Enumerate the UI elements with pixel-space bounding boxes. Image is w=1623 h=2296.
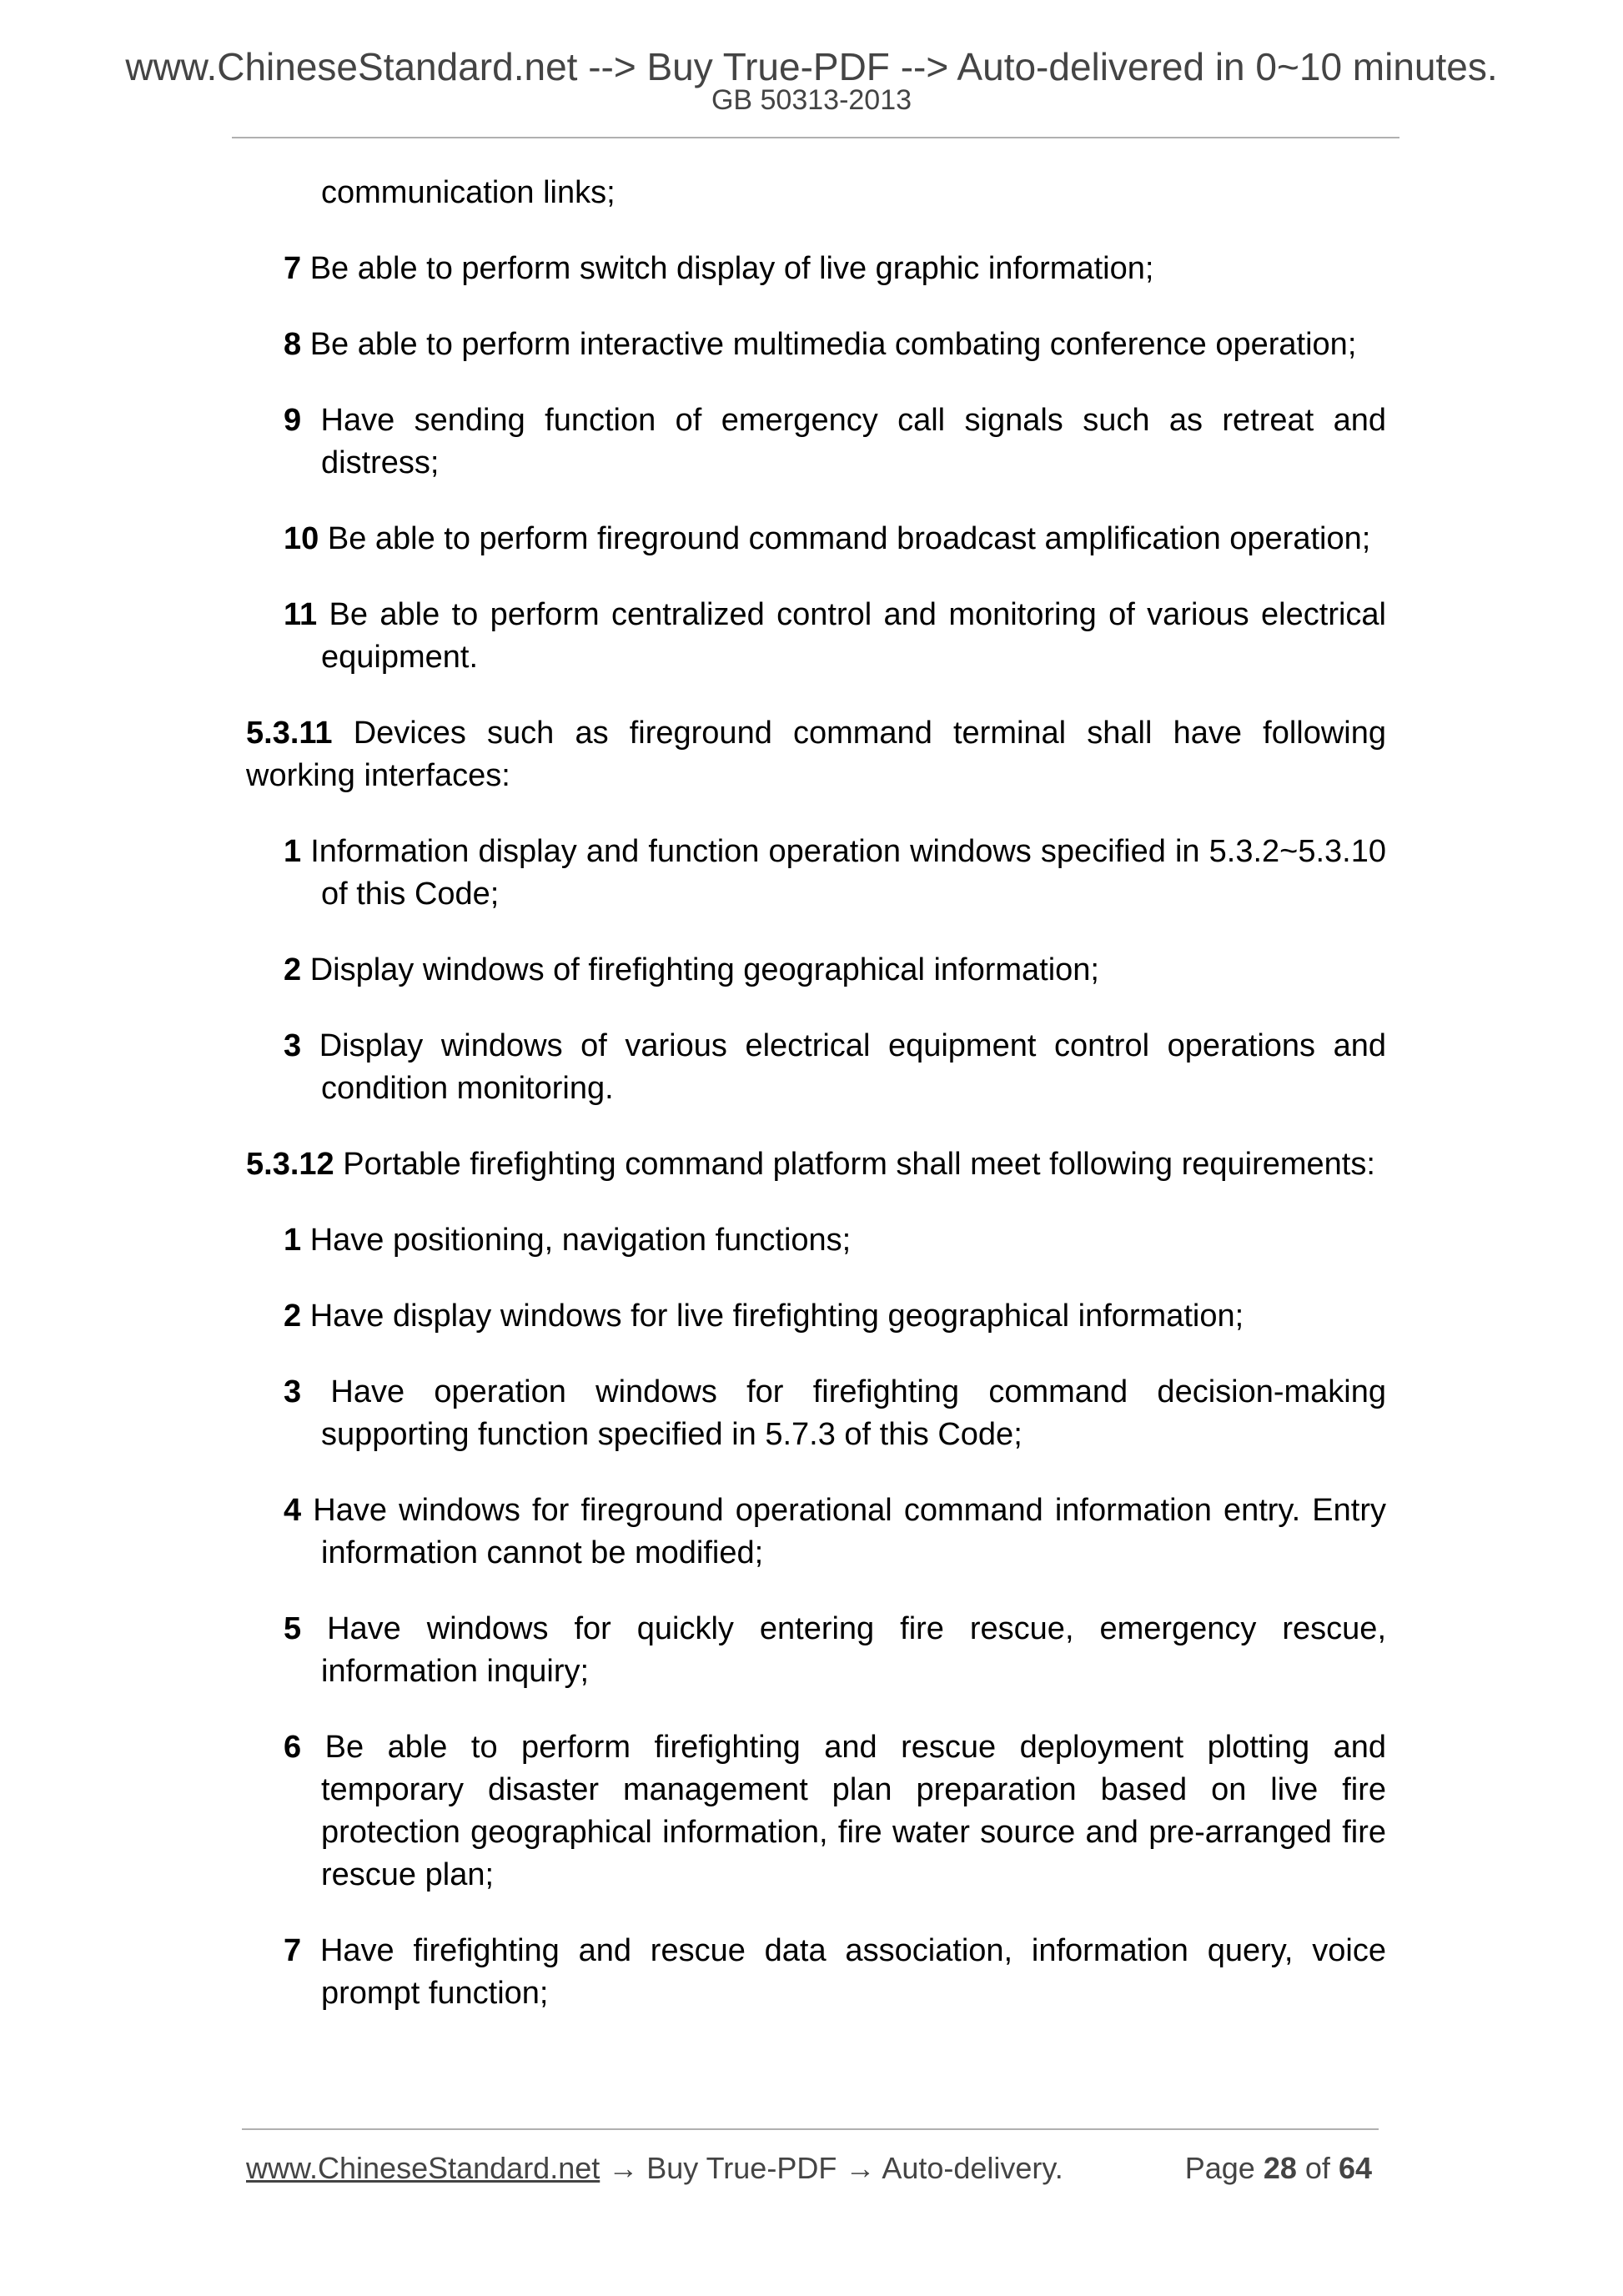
paragraph-text: Be able to perform firefighting and rescue deployment plotting and temporary disaster management plan preparation based on live fire protection geographical information, fire water source and pre-arranged fire rescue plan; bbox=[321, 1730, 1386, 1892]
paragraph-text: Have windows for quickly entering fire rescue, emergency rescue, information inquiry; bbox=[321, 1611, 1387, 1689]
item-number: 7 bbox=[284, 1933, 302, 1968]
item-number: 8 bbox=[284, 327, 302, 362]
list-item bbox=[246, 1726, 1386, 1897]
clause-paragraph bbox=[246, 712, 1386, 797]
item-number: 5 bbox=[284, 1611, 302, 1646]
header-divider bbox=[232, 137, 1399, 138]
item-number: 3 bbox=[284, 1028, 302, 1063]
item-number: 9 bbox=[284, 403, 302, 438]
item-number: 4 bbox=[284, 1493, 302, 1528]
list-item bbox=[246, 399, 1386, 485]
paragraph-text: Have sending function of emergency call signals such as retreat and distress; bbox=[320, 403, 1387, 480]
paragraph-text: Portable firefighting command platform shall meet following requirements: bbox=[343, 1147, 1375, 1182]
item-number: 3 bbox=[284, 1374, 302, 1409]
standard-code: GB 50313-2013 bbox=[711, 84, 912, 116]
footer-divider bbox=[242, 2128, 1379, 2130]
clause-paragraph bbox=[246, 1143, 1386, 1186]
paragraph-text: Display windows of various electrical equipment control operations and condition monitoring. bbox=[319, 1028, 1386, 1106]
list-item bbox=[246, 248, 1386, 290]
list-item bbox=[246, 1295, 1386, 1338]
paragraph-text: Have firefighting and rescue data association, information query, voice prompt function; bbox=[319, 1933, 1386, 2011]
page-label: Page bbox=[1184, 2151, 1255, 2185]
document-body bbox=[246, 172, 1386, 2048]
list-item bbox=[246, 1490, 1386, 1575]
list-item bbox=[246, 1930, 1386, 2015]
paragraph-text: Be able to perform switch display of live graphic information; bbox=[309, 251, 1154, 286]
header-banner[interactable]: www.ChineseStandard.net --> Buy True-PDF --> Auto-delivered in 0~10 minutes. bbox=[125, 45, 1498, 88]
of-label: of bbox=[1304, 2151, 1330, 2185]
footer bbox=[246, 2150, 1372, 2187]
paragraph-text: Have positioning, navigation functions; bbox=[309, 1223, 852, 1258]
list-item bbox=[246, 1219, 1386, 1262]
item-number: 10 bbox=[284, 521, 319, 556]
item-number: 11 bbox=[284, 597, 318, 632]
paragraph-text: Have operation windows for firefighting command decision-making supporting function specified in 5.7.3 of this Code; bbox=[321, 1374, 1387, 1452]
footer-text: → Buy True-PDF → Auto-delivery. bbox=[600, 2151, 1063, 2185]
paragraph-text: Have display windows for live firefighting geographical information; bbox=[309, 1299, 1244, 1334]
item-number: 2 bbox=[284, 952, 302, 987]
paragraph-text: Information display and function operation windows specified in 5.3.2~5.3.10 of this Code; bbox=[310, 834, 1387, 912]
list-item bbox=[246, 831, 1386, 916]
paragraph-text: Have windows for fireground operational command information entry. Entry information cannot be modified; bbox=[313, 1493, 1386, 1570]
page-indicator bbox=[1185, 2150, 1372, 2187]
list-item bbox=[246, 518, 1386, 560]
list-item bbox=[246, 594, 1386, 679]
paragraph-text: Be able to perform centralized control and monitoring of various electrical equipment. bbox=[321, 597, 1386, 675]
clause-number: 5.3.12 bbox=[246, 1147, 334, 1182]
item-number: 2 bbox=[284, 1299, 302, 1334]
list-item bbox=[246, 949, 1386, 992]
list-item bbox=[246, 1371, 1386, 1456]
paragraph-text: Devices such as fireground command terminal shall have following working interfaces: bbox=[246, 716, 1386, 793]
continued-text bbox=[246, 172, 1386, 214]
paragraph-text: communication links; bbox=[321, 175, 616, 210]
item-number: 7 bbox=[284, 251, 302, 286]
page-number: 28 bbox=[1263, 2151, 1297, 2185]
item-number: 1 bbox=[284, 1223, 302, 1258]
list-item bbox=[246, 1025, 1386, 1110]
list-item bbox=[246, 1608, 1386, 1693]
clause-number: 5.3.11 bbox=[246, 716, 333, 751]
paragraph-text: Be able to perform interactive multimedia combating conference operation; bbox=[309, 327, 1357, 362]
paragraph-text: Be able to perform fireground command broadcast amplification operation; bbox=[327, 521, 1371, 556]
list-item bbox=[246, 324, 1386, 366]
item-number: 6 bbox=[284, 1730, 302, 1765]
item-number: 1 bbox=[284, 834, 302, 869]
paragraph-text: Display windows of firefighting geographical information; bbox=[309, 952, 1099, 987]
footer-link[interactable]: www.ChineseStandard.net bbox=[246, 2151, 600, 2185]
total-pages: 64 bbox=[1338, 2151, 1372, 2185]
